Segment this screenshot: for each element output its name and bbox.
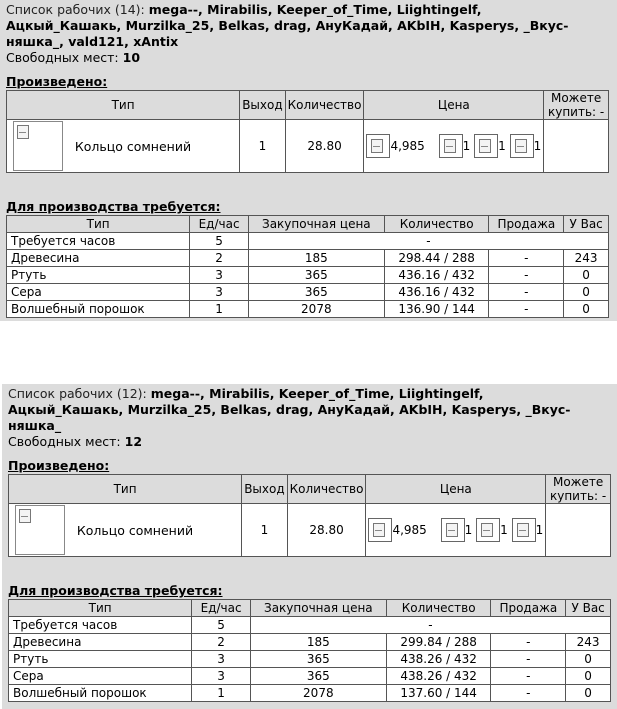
free-slots-label: Свободных мест: [6, 50, 119, 65]
product-image-icon[interactable] [13, 121, 63, 171]
resource-name: Сера [7, 284, 190, 301]
price-main: 4,985 [390, 139, 425, 153]
col-type: Тип [9, 600, 192, 617]
col-can-buy: Можете купить: - [546, 475, 611, 504]
produced-title: Произведено: [8, 458, 110, 473]
col-quantity: Количество [386, 600, 491, 617]
hours-rest: - [248, 233, 608, 250]
have: 243 [566, 634, 611, 651]
price-2: 1 [500, 523, 508, 537]
product-output: 1 [240, 120, 285, 173]
have: 0 [564, 284, 609, 301]
required-title: Для производства требуется: [6, 199, 221, 214]
table-row [7, 233, 609, 250]
price-1: 1 [462, 139, 471, 153]
workers-names: mega--, Mirabilis, Keeper_of_Time, Liightingelf, Ацкый_Кашакь, Murzilka_25, Belkas, drag, АнуКадай, AKbIH, Kasperys, _Вкус-няшка_, vald121, xAntix [6, 2, 569, 49]
have: 0 [566, 668, 611, 685]
sale: - [489, 267, 564, 284]
required-table [8, 599, 611, 702]
free-slots-value: 10 [122, 50, 141, 65]
can-buy-cell [546, 504, 611, 557]
workers-label: Список рабочих (14): [6, 2, 145, 17]
resource-icon [474, 134, 498, 158]
per-hour: 1 [190, 301, 248, 318]
resource-icon [512, 518, 536, 542]
workers-label: Список рабочих (12): [8, 386, 147, 401]
table-row [9, 668, 611, 685]
product-name: Кольцо сомнений [74, 138, 192, 154]
col-have: У Вас [564, 216, 609, 233]
price-1: 1 [464, 523, 473, 537]
table-row [9, 504, 611, 557]
product-cell [9, 504, 242, 557]
col-sale: Продажа [489, 216, 564, 233]
price-main: 4,985 [392, 523, 427, 537]
col-can-buy: Можете купить: - [544, 91, 609, 120]
buy-price: 185 [250, 634, 386, 651]
product-output: 1 [242, 504, 287, 557]
col-price: Цена [364, 91, 544, 120]
buy-price: 365 [248, 284, 384, 301]
sale: - [491, 651, 566, 668]
col-sale: Продажа [491, 600, 566, 617]
free-slots [0, 50, 617, 66]
required-title: Для производства требуется: [8, 583, 223, 598]
product-price [366, 504, 546, 557]
product-quantity: 28.80 [287, 504, 366, 557]
produced-title: Произведено: [6, 74, 108, 89]
buy-price: 365 [248, 267, 384, 284]
table-row [7, 267, 609, 284]
sale: - [491, 668, 566, 685]
resource-name: Ртуть [9, 651, 192, 668]
workers-list [0, 0, 602, 50]
sale: - [491, 634, 566, 651]
col-output: Выход [240, 91, 285, 120]
free-slots-label: Свободных мест: [8, 434, 121, 449]
quantity: 299.84 / 288 [386, 634, 491, 651]
buy-price: 365 [250, 668, 386, 685]
per-hour: 3 [190, 284, 248, 301]
free-slots-value: 12 [124, 434, 143, 449]
product-price [364, 120, 544, 173]
col-output: Выход [242, 475, 287, 504]
quantity: 438.26 / 432 [386, 651, 491, 668]
resource-icon [441, 518, 465, 542]
produced-table [8, 474, 611, 557]
resource-name: Сера [9, 668, 192, 685]
resource-name: Волшебный порошок [7, 301, 190, 318]
free-slots [2, 434, 617, 450]
col-type: Тип [7, 216, 190, 233]
product-quantity: 28.80 [285, 120, 364, 173]
per-hour: 3 [192, 651, 250, 668]
table-row [7, 301, 609, 318]
col-per-hour: Ед/час [192, 600, 250, 617]
resource-name: Волшебный порошок [9, 685, 192, 702]
table-row [7, 284, 609, 301]
product-name: Кольцо сомнений [76, 522, 194, 538]
col-type: Тип [9, 475, 242, 504]
hours-label: Требуется часов [7, 233, 190, 250]
hours-value: 5 [190, 233, 248, 250]
workshop-panel-2 [2, 384, 617, 709]
have: 0 [564, 267, 609, 284]
buy-price: 365 [250, 651, 386, 668]
buy-price: 2078 [250, 685, 386, 702]
quantity: 438.26 / 432 [386, 668, 491, 685]
hours-rest: - [250, 617, 610, 634]
workers-names: mega--, Mirabilis, Keeper_of_Time, Liightingelf, Ацкый_Кашакь, Murzilka_25, Belkas, drag, АнуКадай, AKbIH, Kasperys, _Вкус-няшка_ [8, 386, 571, 433]
sale: - [489, 301, 564, 318]
resource-icon [368, 518, 392, 542]
col-buy-price: Закупочная цена [248, 216, 384, 233]
price-3: 1 [535, 523, 544, 537]
quantity: 298.44 / 288 [384, 250, 489, 267]
per-hour: 1 [192, 685, 250, 702]
col-price: Цена [366, 475, 546, 504]
table-row [9, 617, 611, 634]
have: 0 [564, 301, 609, 318]
sale: - [491, 685, 566, 702]
col-have: У Вас [566, 600, 611, 617]
quantity: 136.90 / 144 [384, 301, 489, 318]
sale: - [489, 250, 564, 267]
quantity: 436.16 / 432 [384, 284, 489, 301]
col-type: Тип [7, 91, 240, 120]
hours-value: 5 [192, 617, 250, 634]
have: 0 [566, 651, 611, 668]
resource-name: Ртуть [7, 267, 190, 284]
table-row [7, 120, 609, 173]
per-hour: 3 [192, 668, 250, 685]
product-image-icon[interactable] [15, 505, 65, 555]
col-buy-price: Закупочная цена [250, 600, 386, 617]
per-hour: 3 [190, 267, 248, 284]
sale: - [489, 284, 564, 301]
workshop-panel-1 [0, 0, 617, 321]
col-quantity: Количество [285, 91, 364, 120]
per-hour: 2 [192, 634, 250, 651]
quantity: 137.60 / 144 [386, 685, 491, 702]
product-cell [7, 120, 240, 173]
workers-list [2, 384, 604, 434]
table-row [9, 651, 611, 668]
table-row [7, 250, 609, 267]
table-row [9, 634, 611, 651]
resource-icon [510, 134, 534, 158]
can-buy-cell [544, 120, 609, 173]
col-quantity: Количество [287, 475, 366, 504]
required-table [6, 215, 609, 318]
price-2: 1 [498, 139, 506, 153]
have: 0 [566, 685, 611, 702]
buy-price: 185 [248, 250, 384, 267]
col-per-hour: Ед/час [190, 216, 248, 233]
col-quantity: Количество [384, 216, 489, 233]
price-3: 1 [533, 139, 542, 153]
resource-icon [439, 134, 463, 158]
produced-table [6, 90, 609, 173]
per-hour: 2 [190, 250, 248, 267]
resource-name: Древесина [7, 250, 190, 267]
resource-icon [476, 518, 500, 542]
hours-label: Требуется часов [9, 617, 192, 634]
resource-icon [366, 134, 390, 158]
resource-name: Древесина [9, 634, 192, 651]
have: 243 [564, 250, 609, 267]
table-row [9, 685, 611, 702]
buy-price: 2078 [248, 301, 384, 318]
quantity: 436.16 / 432 [384, 267, 489, 284]
